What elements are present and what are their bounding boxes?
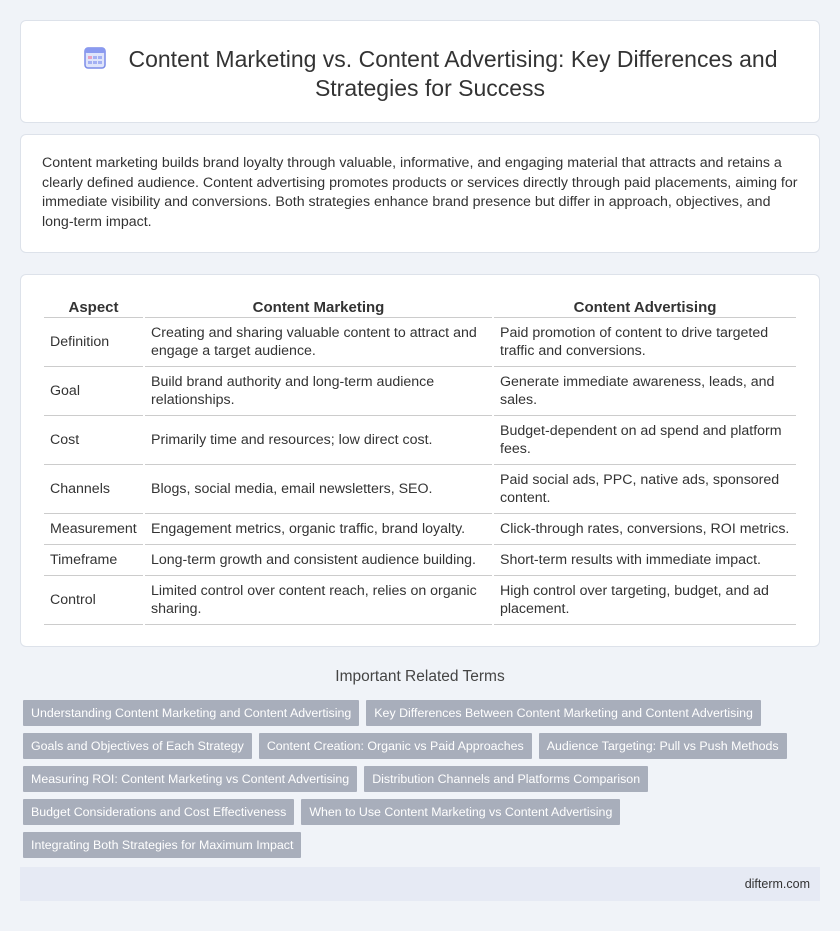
content-marketing-cell: Blogs, social media, email newsletters, SEO. [145, 465, 492, 514]
related-term-tag[interactable]: Audience Targeting: Pull vs Push Methods [539, 733, 787, 759]
content-advertising-cell: Generate immediate awareness, leads, and sales. [494, 367, 796, 416]
related-term-tag[interactable]: Measuring ROI: Content Marketing vs Content Advertising [23, 766, 357, 792]
footer-site-link[interactable]: difterm.com [744, 877, 810, 891]
content-marketing-cell: Primarily time and resources; low direct cost. [145, 416, 492, 465]
related-term-tag[interactable]: Content Creation: Organic vs Paid Approaches [259, 733, 532, 759]
related-term-tag[interactable]: Distribution Channels and Platforms Comparison [364, 766, 648, 792]
table-row [44, 514, 796, 545]
header-content-marketing: Content Marketing [145, 295, 492, 318]
aspect-cell: Channels [44, 465, 143, 514]
content-advertising-cell: Budget-dependent on ad spend and platform fees. [494, 416, 796, 465]
document-icon [82, 45, 108, 71]
content-marketing-cell: Long-term growth and consistent audience building. [145, 545, 492, 576]
comparison-table-card [20, 274, 820, 647]
related-terms-heading: Important Related Terms [335, 668, 505, 685]
aspect-cell: Definition [44, 318, 143, 367]
header-card [20, 20, 820, 123]
content-marketing-cell: Engagement metrics, organic traffic, brand loyalty. [145, 514, 492, 545]
content-advertising-cell: Paid social ads, PPC, native ads, sponsored content. [494, 465, 796, 514]
header-content-advertising: Content Advertising [494, 295, 796, 318]
intro-paragraph: Content marketing builds brand loyalty through valuable, informative, and engaging material that attracts and retains a clearly defined audience. Content advertising promotes products or services directly through paid placements, aiming for immediate visibility and conversions. Both strategies enhance brand presence but differ in approach, objectives, and long-term impact. [42, 155, 798, 230]
aspect-cell: Timeframe [44, 545, 143, 576]
content-advertising-cell: High control over targeting, budget, and ad placement. [494, 576, 796, 625]
related-term-tag[interactable]: Understanding Content Marketing and Content Advertising [23, 700, 359, 726]
table-header-row [44, 295, 796, 318]
aspect-cell: Goal [44, 367, 143, 416]
related-term-tag[interactable]: Integrating Both Strategies for Maximum Impact [23, 832, 301, 858]
aspect-cell: Measurement [44, 514, 143, 545]
related-term-tag[interactable]: Goals and Objectives of Each Strategy [23, 733, 252, 759]
related-term-tag[interactable]: When to Use Content Marketing vs Content Advertising [301, 799, 620, 825]
content-advertising-cell: Paid promotion of content to drive targeted traffic and conversions. [494, 318, 796, 367]
content-marketing-cell: Creating and sharing valuable content to attract and engage a target audience. [145, 318, 492, 367]
related-term-tag[interactable]: Budget Considerations and Cost Effectiveness [23, 799, 294, 825]
table-row [44, 465, 796, 514]
related-terms-list [23, 700, 803, 858]
aspect-cell: Control [44, 576, 143, 625]
table-row [44, 416, 796, 465]
comparison-table [42, 295, 798, 625]
table-row [44, 318, 796, 367]
content-advertising-cell: Short-term results with immediate impact. [494, 545, 796, 576]
table-row [44, 576, 796, 625]
content-marketing-cell: Build brand authority and long-term audience relationships. [145, 367, 492, 416]
content-advertising-cell: Click-through rates, conversions, ROI metrics. [494, 514, 796, 545]
aspect-cell: Cost [44, 416, 143, 465]
footer-bar [20, 867, 820, 901]
related-term-tag[interactable]: Key Differences Between Content Marketing and Content Advertising [366, 700, 761, 726]
table-row [44, 367, 796, 416]
table-row [44, 545, 796, 576]
page-title: Content Marketing vs. Content Advertising: Key Differences and Strategies for Success [128, 46, 778, 101]
header-aspect: Aspect [44, 295, 143, 318]
page-title-wrap [61, 45, 799, 103]
intro-card [20, 134, 820, 253]
content-marketing-cell: Limited control over content reach, relies on organic sharing. [145, 576, 492, 625]
